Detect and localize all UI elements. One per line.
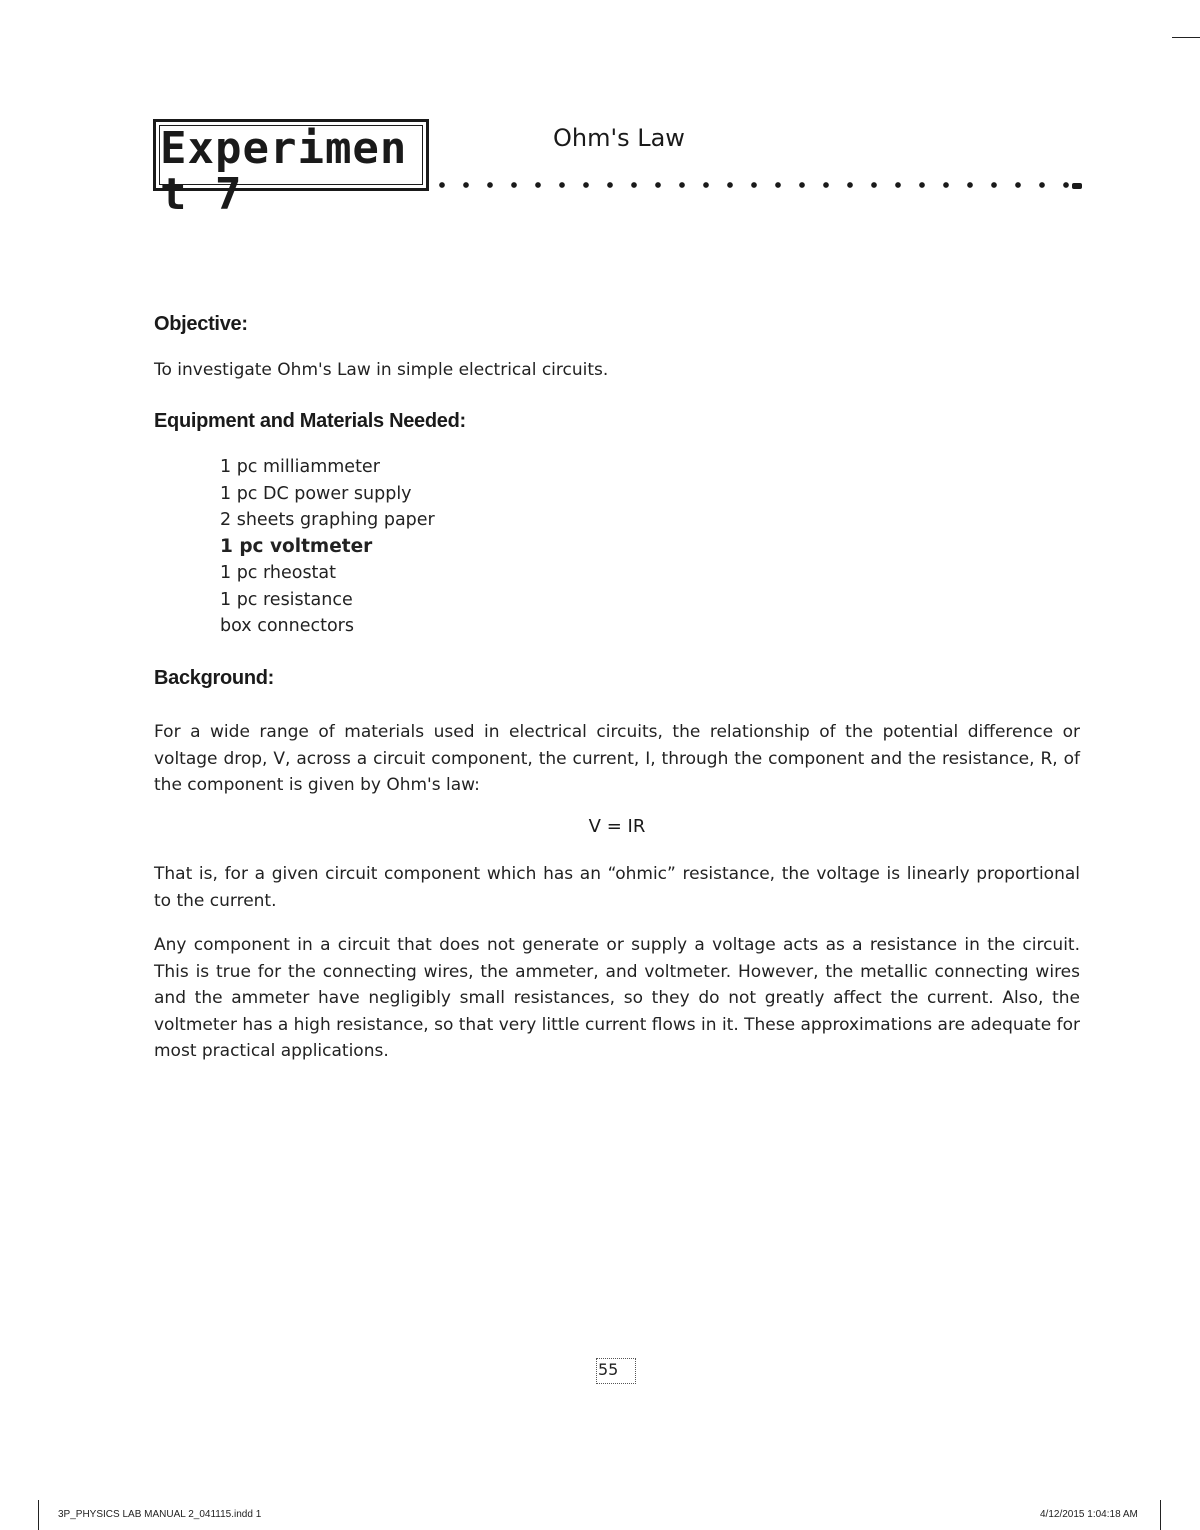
list-item: box connectors [220,616,354,636]
background-paragraph-2: That is, for a given circuit component which has an “ohmic” resistance, the voltage is linearly proportional to the current. [154,864,1080,911]
experiment-title: Experimen t 7 [160,123,408,220]
experiment-subtitle: Ohm's Law [553,124,685,152]
footer-file-name: 3P_PHYSICS LAB MANUAL 2_041115.indd 1 [58,1509,262,1520]
crop-mark-top-right [1172,37,1200,38]
background-paragraph-1: For a wide range of materials used in electrical circuits, the relationship of the potential difference or voltage drop, V, across a circuit component, the current, I, through the component and the resistance, R, of the component is given by Ohm's law: [154,722,1080,795]
list-item: 1 pc milliammeter [220,457,380,477]
crop-mark-bottom-right [1160,1500,1161,1530]
list-item: 1 pc resistance [220,589,353,610]
page-number: 55 [598,1360,619,1379]
objective-heading: Objective: [154,313,248,335]
list-item: 2 sheets graphing paper [220,510,435,530]
list-item: 1 pc DC power supply [220,483,412,504]
footer-timestamp: 4/12/2015 1:04:18 AM [1040,1509,1138,1520]
equipment-heading: Equipment and Materials Needed: [154,410,466,432]
list-item: 1 pc voltmeter [220,535,373,557]
ohms-law-equation: V = IR [588,816,646,837]
list-item: 1 pc rheostat [220,563,337,583]
background-heading: Background: [154,667,275,689]
dotted-divider [430,180,1078,190]
equipment-list [220,454,435,640]
objective-text: To investigate Ohm's Law in simple electrical circuits. [154,360,609,380]
crop-mark-bottom-left [38,1500,39,1530]
background-paragraph-3: Any component in a circuit that does not generate or supply a voltage acts as a resistance in the circuit. This is true for the connecting wires, the ammeter, and voltmeter. However, the metallic connecting wires and the ammeter have negligibly small resistances, so they do not greatly affect the current. Also, the voltmeter has a high resistance, so that very little current flows in it. These approximations are adequate for most practical applications. [154,935,1081,1061]
divider-end-marker [1072,183,1082,189]
